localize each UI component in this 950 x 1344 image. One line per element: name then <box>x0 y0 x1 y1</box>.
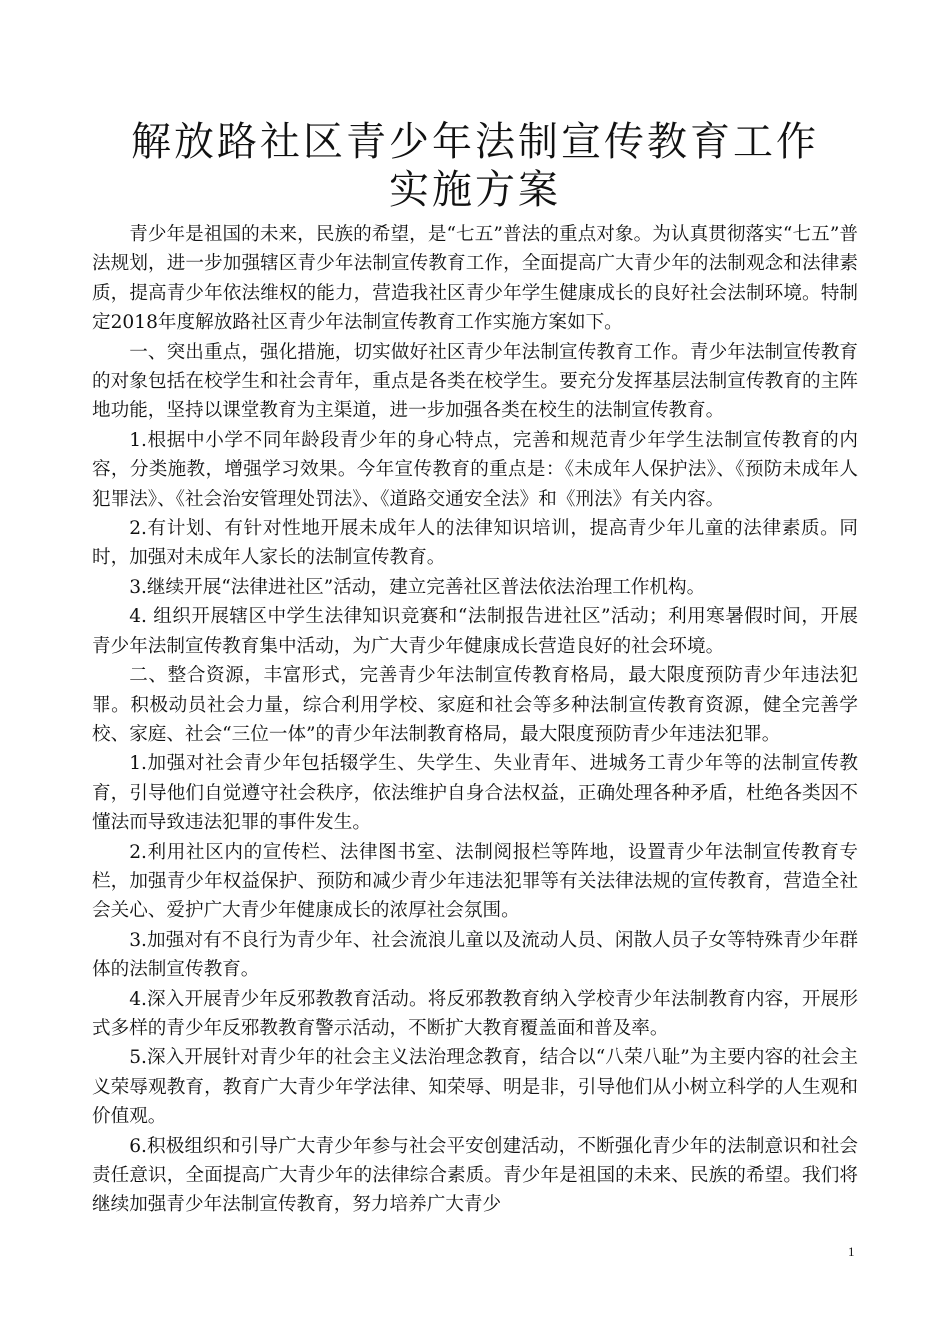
document-body <box>92 220 858 1220</box>
section-2-item-6: 6.积极组织和引导广大青少年参与社会平安创建活动，不断强化青少年的法制意识和社会责任意识，全面提高广大青少年的法律综合素质。青少年是祖国的未来、民族的希望。我们将继续加强青少年法制宣传教育，努力培养广大青少 <box>92 1135 858 1216</box>
section-2-item-5: 5.深入开展针对青少年的社会主义法治理念教育，结合以“八荣八耻”为主要内容的社会主义荣辱观教育，教育广大青少年学法律、知荣辱、明是非，引导他们从小树立科学的人生观和价值观。 <box>92 1047 858 1128</box>
section-2-item-1: 1.加强对社会青少年包括辍学生、失学生、失业青年、进城务工青少年等的法制宣传教育，引导他们自觉遵守社会秩序，依法维护自身合法权益，正确处理各种矛盾，杜绝各类因不懂法而导致违法犯罪的事件发生。 <box>92 753 858 834</box>
section-1-item-2: 2.有计划、有针对性地开展未成年人的法律知识培训，提高青少年儿童的法律素质。同时，加强对未成年人家长的法制宣传教育。 <box>92 518 858 569</box>
document-title <box>92 118 858 214</box>
title-line-2: 实施方案 <box>389 167 561 213</box>
section-1-item-1: 1.根据中小学不同年龄段青少年的身心特点，完善和规范青少年学生法制宣传教育的内容，分类施教，增强学习效果。今年宣传教育的重点是：《未成年人保护法》、《预防未成年人犯罪法》、《社会治安管理处罚法》、《道路交通安全法》和《刑法》有关内容。 <box>92 429 858 510</box>
section-1-heading-paragraph: 一、突出重点，强化措施，切实做好社区青少年法制宣传教育工作。青少年法制宣传教育的对象包括在校学生和社会青年，重点是各类在校学生。要充分发挥基层法制宣传教育的主阵地功能，坚持以课堂教育为主渠道，进一步加强各类在校生的法制宣传教育。 <box>92 341 858 422</box>
title-line-1: 解放路社区青少年法制宣传教育工作 <box>131 119 819 165</box>
section-2-item-3: 3.加强对有不良行为青少年、社会流浪儿童以及流动人员、闲散人员子女等特殊青少年群体的法制宣传教育。 <box>92 929 858 981</box>
page-number: 1 <box>848 1244 855 1259</box>
intro-paragraph: 青少年是祖国的未来，民族的希望，是“七五”普法的重点对象。为认真贯彻落实“七五”普法规划，进一步加强辖区青少年法制宣传教育工作，全面提高广大青少年的法制观念和法律素质，提高青少年依法维权的能力，营造我社区青少年学生健康成长的良好社会法制环境。特制定2018年度解放路社区青少年法制宣传教育工作实施方案如下。 <box>92 224 858 334</box>
section-1-item-4: 4. 组织开展辖区中学生法律知识竞赛和“法制报告进社区”活动；利用寒暑假时间，开展青少年法制宣传教育集中活动，为广大青少年健康成长营造良好的社会环境。 <box>92 606 858 657</box>
section-1-item-3: 3.继续开展“法律进社区”活动，建立完善社区普法依法治理工作机构。 <box>129 576 706 598</box>
document-page <box>92 118 858 1220</box>
section-2-heading-paragraph: 二、整合资源，丰富形式，完善青少年法制宣传教育格局，最大限度预防青少年违法犯罪。积极动员社会力量，综合利用学校、家庭和社会等多种法制宣传教育资源，健全完善学校、家庭、社会“三位一体”的青少年法制教育格局，最大限度预防青少年违法犯罪。 <box>92 665 858 745</box>
section-2-item-4: 4.深入开展青少年反邪教教育活动。将反邪教教育纳入学校青少年法制教育内容，开展形式多样的青少年反邪教教育警示活动，不断扩大教育覆盖面和普及率。 <box>92 988 858 1039</box>
section-2-item-2: 2.利用社区内的宣传栏、法律图书室、法制阅报栏等阵地，设置青少年法制宣传教育专栏，加强青少年权益保护、预防和减少青少年违法犯罪等有关法律法规的宣传教育，营造全社会关心、爱护广大青少年健康成长的浓厚社会氛围。 <box>92 841 858 922</box>
